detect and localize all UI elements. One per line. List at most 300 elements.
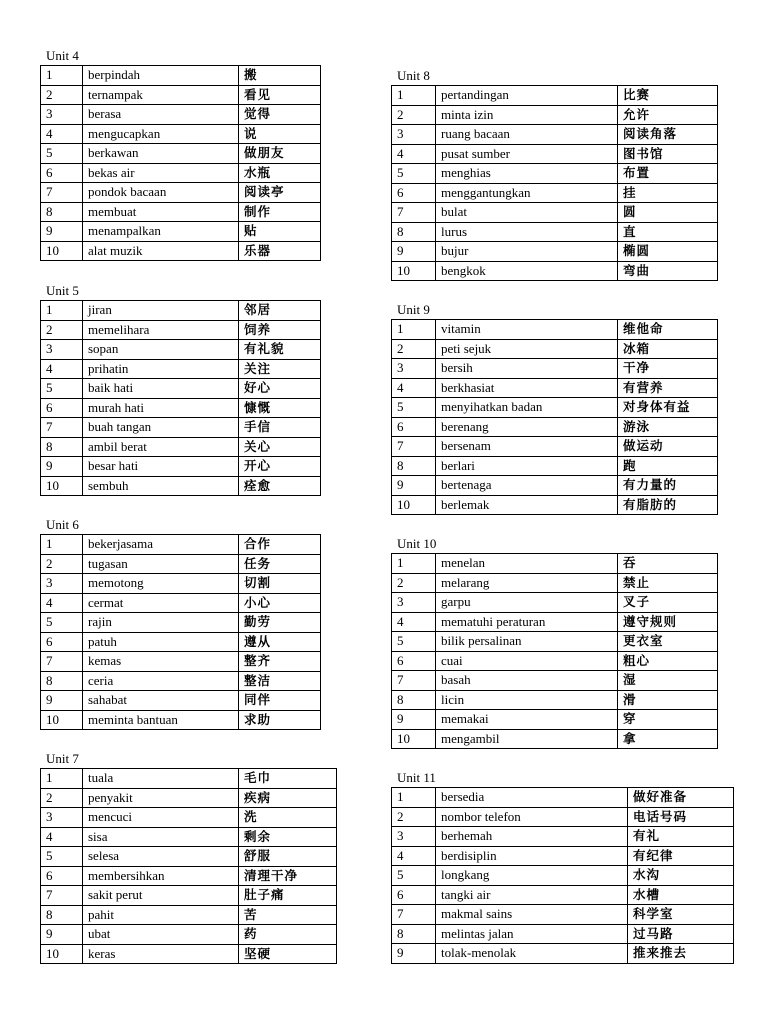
malay-word: berhemah [436,827,628,847]
table-row [392,885,734,905]
table-row [41,222,321,242]
unit-7-vocab-table [40,768,337,964]
table-row [392,86,718,106]
chinese-word: 过马路 [628,924,734,944]
malay-word: nombor telefon [436,807,628,827]
unit-6-title: Unit 6 [46,517,79,532]
table-row [392,378,718,398]
malay-word: memotong [83,574,239,594]
row-number: 6 [41,398,83,418]
unit-6-vocab-table [40,534,321,730]
unit-7-section [40,751,337,964]
table-row [41,554,321,574]
table-row [392,846,734,866]
table-row [41,340,321,360]
table-row [41,886,337,906]
row-number: 1 [41,535,83,555]
row-number: 9 [41,457,83,477]
malay-word: menggantungkan [436,183,618,203]
malay-word: tuala [83,769,239,789]
malay-word: sopan [83,340,239,360]
unit-6-section [40,517,321,730]
unit-5-vocab-table [40,300,321,496]
row-number: 1 [41,769,83,789]
chinese-word: 跑 [618,456,718,476]
malay-word: bersedia [436,788,628,808]
chinese-word: 禁止 [618,573,718,593]
row-number: 1 [41,301,83,321]
chinese-word: 整洁 [239,671,321,691]
table-row [41,457,321,477]
table-row [392,339,718,359]
table-row [392,222,718,242]
chinese-word: 粗心 [618,651,718,671]
unit-9-vocab-table [391,319,718,515]
unit-8-vocab-table [391,85,718,281]
chinese-word: 做运动 [618,437,718,457]
table-row [41,613,321,633]
chinese-word: 推来推去 [628,944,734,964]
row-number: 10 [41,944,83,964]
table-row [392,320,718,340]
malay-word: pusat sumber [436,144,618,164]
table-row [392,807,734,827]
malay-word: membuat [83,202,239,222]
row-number: 4 [392,144,436,164]
malay-word: kemas [83,652,239,672]
table-row [392,125,718,145]
chinese-word: 穿 [618,710,718,730]
unit-7-title: Unit 7 [46,751,79,766]
malay-word: tolak-menolak [436,944,628,964]
chinese-word: 水沟 [628,866,734,886]
chinese-word: 有纪律 [628,846,734,866]
malay-word: mencuci [83,808,239,828]
row-number: 3 [392,827,436,847]
chinese-word: 弯曲 [618,261,718,281]
table-row [41,418,321,438]
row-number: 5 [41,379,83,399]
chinese-word: 做朋友 [239,144,321,164]
chinese-word: 布置 [618,164,718,184]
malay-word: pondok bacaan [83,183,239,203]
row-number: 8 [41,671,83,691]
malay-word: minta izin [436,105,618,125]
table-row [41,905,337,925]
malay-word: berasa [83,105,239,125]
row-number: 4 [392,378,436,398]
chinese-word: 椭圆 [618,242,718,262]
chinese-word: 痊愈 [239,476,321,496]
table-row [392,905,734,925]
chinese-word: 洗 [239,808,337,828]
table-row [392,203,718,223]
chinese-word: 挂 [618,183,718,203]
unit-8-section [391,68,718,281]
row-number: 4 [41,124,83,144]
row-number: 1 [392,788,436,808]
chinese-word: 好心 [239,379,321,399]
table-row [41,691,321,711]
chinese-word: 有营养 [618,378,718,398]
chinese-word: 疾病 [239,788,337,808]
malay-word: sembuh [83,476,239,496]
row-number: 10 [392,261,436,281]
row-number: 7 [392,905,436,925]
row-number: 7 [392,671,436,691]
unit-5-section [40,283,321,496]
chinese-word: 坚硬 [239,944,337,964]
row-number: 5 [41,144,83,164]
chinese-word: 整齐 [239,652,321,672]
table-row [392,359,718,379]
row-number: 7 [41,183,83,203]
row-number: 9 [392,944,436,964]
malay-word: membersihkan [83,866,239,886]
malay-word: berkhasiat [436,378,618,398]
chinese-word: 乐器 [239,241,321,261]
row-number: 7 [41,418,83,438]
malay-word: bujur [436,242,618,262]
table-row [41,652,321,672]
malay-word: ambil berat [83,437,239,457]
malay-word: berkawan [83,144,239,164]
table-row [41,808,337,828]
chinese-word: 求助 [239,710,321,730]
chinese-word: 饲养 [239,320,321,340]
chinese-word: 拿 [618,729,718,749]
table-row [41,301,321,321]
row-number: 5 [392,164,436,184]
malay-word: mengucapkan [83,124,239,144]
row-number: 3 [392,593,436,613]
row-number: 4 [392,612,436,632]
row-number: 6 [392,885,436,905]
unit-5-title: Unit 5 [46,283,79,298]
row-number: 3 [41,105,83,125]
row-number: 1 [392,554,436,574]
chinese-word: 说 [239,124,321,144]
row-number: 4 [41,593,83,613]
chinese-word: 湿 [618,671,718,691]
table-row [41,359,321,379]
malay-word: ternampak [83,85,239,105]
malay-word: alat muzik [83,241,239,261]
chinese-word: 允许 [618,105,718,125]
malay-word: selesa [83,847,239,867]
row-number: 7 [392,203,436,223]
table-row [392,612,718,632]
malay-word: mematuhi peraturan [436,612,618,632]
unit-9-title: Unit 9 [397,302,430,317]
malay-word: longkang [436,866,628,886]
malay-word: baik hati [83,379,239,399]
table-row [41,85,321,105]
row-number: 10 [41,710,83,730]
table-row [41,866,337,886]
table-row [392,261,718,281]
chinese-word: 滑 [618,690,718,710]
row-number: 9 [41,222,83,242]
row-number: 10 [392,729,436,749]
row-number: 7 [41,886,83,906]
chinese-word: 看见 [239,85,321,105]
row-number: 6 [392,651,436,671]
row-number: 8 [392,456,436,476]
chinese-word: 直 [618,222,718,242]
row-number: 3 [392,125,436,145]
malay-word: prihatin [83,359,239,379]
row-number: 2 [41,85,83,105]
malay-word: vitamin [436,320,618,340]
table-row [392,105,718,125]
table-row [392,827,734,847]
malay-word: cermat [83,593,239,613]
chinese-word: 肚子痛 [239,886,337,906]
chinese-word: 科学室 [628,905,734,925]
table-row [392,788,734,808]
malay-word: melintas jalan [436,924,628,944]
malay-word: menampalkan [83,222,239,242]
malay-word: memelihara [83,320,239,340]
row-number: 8 [392,222,436,242]
malay-word: ruang bacaan [436,125,618,145]
chinese-word: 阅读亭 [239,183,321,203]
malay-word: rajin [83,613,239,633]
row-number: 6 [392,183,436,203]
row-number: 5 [392,866,436,886]
chinese-word: 有力量的 [618,476,718,496]
malay-word: sahabat [83,691,239,711]
malay-word: pahit [83,905,239,925]
table-row [392,924,734,944]
chinese-word: 手信 [239,418,321,438]
chinese-word: 圆 [618,203,718,223]
row-number: 4 [41,827,83,847]
chinese-word: 毛巾 [239,769,337,789]
chinese-word: 遵守规则 [618,612,718,632]
table-row [392,866,734,886]
chinese-word: 任务 [239,554,321,574]
table-row [41,535,321,555]
row-number: 7 [41,652,83,672]
table-row [392,593,718,613]
malay-word: bersenam [436,437,618,457]
unit-10-title: Unit 10 [397,536,437,551]
table-row [392,242,718,262]
malay-word: menelan [436,554,618,574]
chinese-word: 搬 [239,66,321,86]
chinese-word: 比赛 [618,86,718,106]
malay-word: bulat [436,203,618,223]
malay-word: berlari [436,456,618,476]
unit-11-title: Unit 11 [397,770,436,785]
table-row [41,163,321,183]
table-row [41,105,321,125]
malay-word: mengambil [436,729,618,749]
row-number: 8 [392,924,436,944]
chinese-word: 阅读角落 [618,125,718,145]
table-row [41,847,337,867]
table-row [41,671,321,691]
row-number: 2 [392,807,436,827]
malay-word: patuh [83,632,239,652]
chinese-word: 电话号码 [628,807,734,827]
malay-word: licin [436,690,618,710]
chinese-word: 同伴 [239,691,321,711]
table-row [41,379,321,399]
row-number: 10 [41,476,83,496]
malay-word: basah [436,671,618,691]
row-number: 6 [41,632,83,652]
table-row [41,241,321,261]
table-row [392,398,718,418]
table-row [41,769,337,789]
row-number: 8 [392,690,436,710]
malay-word: memakai [436,710,618,730]
table-row [392,710,718,730]
table-row [41,398,321,418]
malay-word: peti sejuk [436,339,618,359]
chinese-word: 邻居 [239,301,321,321]
row-number: 9 [41,925,83,945]
malay-word: berlemak [436,495,618,515]
chinese-word: 开心 [239,457,321,477]
chinese-word: 对身体有益 [618,398,718,418]
chinese-word: 清理干净 [239,866,337,886]
malay-word: bilik persalinan [436,632,618,652]
chinese-word: 合作 [239,535,321,555]
malay-word: makmal sains [436,905,628,925]
row-number: 8 [41,905,83,925]
malay-word: tangki air [436,885,628,905]
table-row [392,183,718,203]
malay-word: menghias [436,164,618,184]
table-row [41,710,321,730]
chinese-word: 觉得 [239,105,321,125]
chinese-word: 关注 [239,359,321,379]
row-number: 2 [392,573,436,593]
row-number: 4 [392,846,436,866]
table-row [392,495,718,515]
table-row [41,202,321,222]
chinese-word: 切割 [239,574,321,594]
malay-word: bengkok [436,261,618,281]
table-row [41,632,321,652]
table-row [41,124,321,144]
chinese-word: 有脂肪的 [618,495,718,515]
malay-word: murah hati [83,398,239,418]
row-number: 1 [392,320,436,340]
unit-4-title: Unit 4 [46,48,79,63]
malay-word: melarang [436,573,618,593]
row-number: 9 [392,476,436,496]
row-number: 7 [392,437,436,457]
malay-word: garpu [436,593,618,613]
malay-word: bekerjasama [83,535,239,555]
table-row [392,437,718,457]
row-number: 2 [41,320,83,340]
chinese-word: 有礼 [628,827,734,847]
table-row [41,574,321,594]
row-number: 10 [41,241,83,261]
row-number: 5 [41,847,83,867]
malay-word: meminta bantuan [83,710,239,730]
table-row [41,144,321,164]
row-number: 3 [41,808,83,828]
table-row [392,729,718,749]
malay-word: ubat [83,925,239,945]
row-number: 10 [392,495,436,515]
row-number: 2 [392,339,436,359]
row-number: 3 [392,359,436,379]
row-number: 6 [41,866,83,886]
chinese-word: 药 [239,925,337,945]
row-number: 6 [41,163,83,183]
unit-11-section [391,770,734,964]
chinese-word: 勤劳 [239,613,321,633]
malay-word: tugasan [83,554,239,574]
chinese-word: 更衣室 [618,632,718,652]
table-row [392,944,734,964]
table-row [41,944,337,964]
malay-word: cuai [436,651,618,671]
chinese-word: 水槽 [628,885,734,905]
chinese-word: 有礼貌 [239,340,321,360]
row-number: 3 [41,340,83,360]
malay-word: sakit perut [83,886,239,906]
chinese-word: 叉子 [618,593,718,613]
unit-10-section [391,536,718,749]
table-row [41,788,337,808]
table-row [392,632,718,652]
chinese-word: 舒服 [239,847,337,867]
table-row [41,593,321,613]
table-row [41,476,321,496]
row-number: 6 [392,417,436,437]
malay-word: jiran [83,301,239,321]
table-row [41,183,321,203]
malay-word: berpindah [83,66,239,86]
malay-word: pertandingan [436,86,618,106]
table-row [41,320,321,340]
row-number: 1 [41,66,83,86]
chinese-word: 吞 [618,554,718,574]
row-number: 9 [392,710,436,730]
malay-word: ceria [83,671,239,691]
unit-10-vocab-table [391,553,718,749]
table-row [41,827,337,847]
unit-11-vocab-table [391,787,734,964]
malay-word: bekas air [83,163,239,183]
table-row [41,437,321,457]
row-number: 2 [41,554,83,574]
chinese-word: 剩余 [239,827,337,847]
malay-word: bersih [436,359,618,379]
table-row [392,690,718,710]
chinese-word: 慷慨 [239,398,321,418]
row-number: 9 [392,242,436,262]
table-row [392,456,718,476]
chinese-word: 做好准备 [628,788,734,808]
table-row [392,476,718,496]
malay-word: menyihatkan badan [436,398,618,418]
row-number: 8 [41,437,83,457]
chinese-word: 制作 [239,202,321,222]
row-number: 4 [41,359,83,379]
table-row [392,651,718,671]
chinese-word: 游泳 [618,417,718,437]
